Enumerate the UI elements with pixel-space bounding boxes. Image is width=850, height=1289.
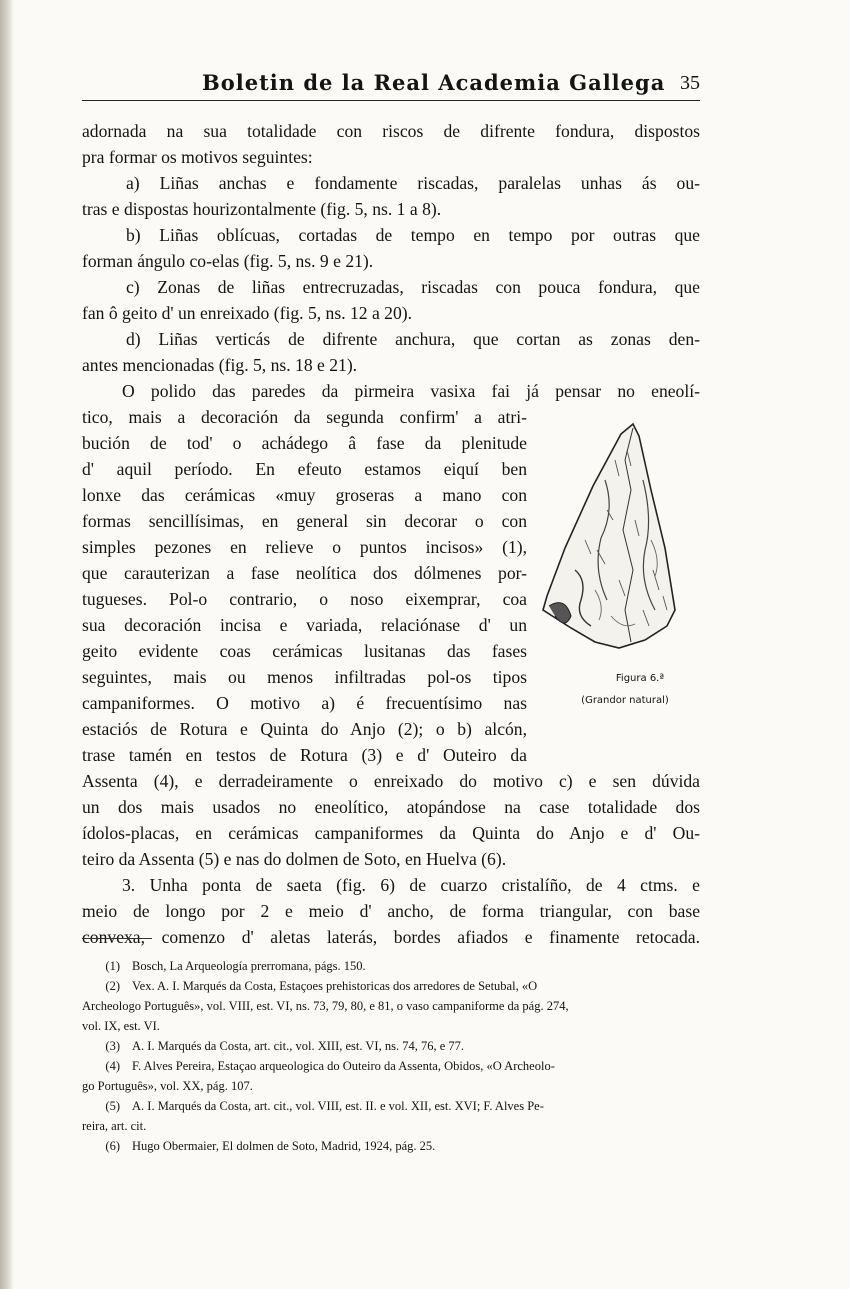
running-header	[82, 70, 700, 100]
footnote-number: (4)	[105, 1059, 120, 1073]
text-line: a) Liñas anchas e fondamente riscadas, paralelas unhas ás ou-	[126, 173, 700, 193]
text-line: estaciós de Rotura e Quinta do Anjo (2); o b) alcón,	[82, 719, 527, 739]
text-line: d' aquil período. En efeuto estamos eiquí ben	[82, 459, 527, 479]
footnote-text: Hugo Obermaier, El dolmen de Soto, Madrid, 1924, pág. 25.	[132, 1139, 436, 1153]
footnote-number: (6)	[105, 1139, 120, 1153]
footnote-text: A. I. Marqués da Costa, art. cit., vol. VIII, est. II. e vol. XII, est. XVI; F. Alves Pe-	[132, 1099, 544, 1113]
footnote	[82, 1036, 700, 1056]
text-line: O polido das paredes da pirmeira vasixa fai já pensar no eneolí-	[122, 381, 700, 401]
footnote-text: A. I. Marqués da Costa, art. cit., vol. XIII, est. VI, ns. 74, 76, e 77.	[132, 1039, 465, 1053]
footnote-number: (2)	[105, 979, 120, 993]
text-line: tras e dispostas hourizontalmente (fig. 5, ns. 1 a 8).	[82, 199, 442, 219]
text-line: campaniformes. O motivo a) é frecuentísimo nas	[82, 693, 527, 713]
text-line: d) Liñas verticás de difrente anchura, que cortan as zonas den-	[126, 329, 700, 349]
text-line: c) Zonas de liñas entrecruzadas, riscadas con pouca fondura, que	[126, 277, 700, 297]
footnote-number: (1)	[105, 959, 120, 973]
figure-label: Figura 6.ª	[615, 673, 665, 684]
text-line: pra formar os motivos seguintes:	[82, 147, 313, 167]
header-rule	[82, 100, 700, 101]
footnote-number: (5)	[105, 1099, 120, 1113]
text-line: ídolos-placas, en cerámicas campaniformes da Quinta do Anjo e d' Ou-	[82, 823, 700, 843]
footnote-continuation: go Português», vol. XX, pág. 107.	[82, 1079, 253, 1093]
footnote	[82, 1056, 700, 1076]
footnote-continuation: vol. IX, est. VI.	[82, 1019, 160, 1033]
footnote-text: Bosch, La Arqueología prerromana, págs. 150.	[132, 959, 366, 973]
text-line: convexa, comenzo d' aletas laterás, bordes afiados e finamente retocada.	[82, 927, 700, 947]
text-line: forman ángulo co-elas (fig. 5, ns. 9 e 21).	[82, 251, 374, 271]
footnotes	[82, 956, 700, 1156]
text-line: que carauterizan a fase neolítica dos dólmenes por-	[82, 563, 527, 583]
text-line: 3. Unha ponta de saeta (fig. 6) de cuarzo cristalíño, de 4 ctms. e	[122, 875, 700, 895]
text-line: meio de longo por 2 e meio d' ancho, de forma triangular, con base	[82, 901, 700, 921]
book-spine-shadow	[0, 0, 14, 1289]
footnote	[82, 976, 700, 996]
figure-caption	[565, 668, 685, 712]
arrowhead-figure	[535, 420, 685, 660]
footnote-text: Vex. A. I. Marqués da Costa, Estaçoes prehistoricas dos arredores de Setubal, «O	[132, 979, 538, 993]
text-line: lonxe das cerámicas «muy groseras a mano con	[82, 485, 527, 505]
text-line: adornada na sua totalidade con riscos de difrente fondura, dispostos	[82, 121, 700, 141]
text-line: antes mencionadas (fig. 5, ns. 18 e 21).	[82, 355, 358, 375]
figure-scale: (Grandor natural)	[581, 695, 669, 706]
text-line: b) Liñas oblícuas, cortadas de tempo en tempo por outras que	[126, 225, 700, 245]
footnote	[82, 1096, 700, 1116]
text-line: teiro da Assenta (5) e nas do dolmen de Soto, en Huelva (6).	[82, 849, 507, 869]
text-line: sua decoración incisa e variada, relaciónase d' un	[82, 615, 527, 635]
journal-title: Boletin de la Real Academia Gallega	[202, 70, 666, 95]
text-line: tugueses. Pol-o contrario, o noso eixemprar, coa	[82, 589, 527, 609]
text-line: tico, mais a decoración da segunda confirm' a atri-	[82, 407, 527, 427]
text-line: formas sencillísimas, en general sin decorar o con	[82, 511, 527, 531]
text-line: trase tamén en testos de Rotura (3) e d' Outeiro da	[82, 745, 527, 765]
footnote-continuation: Archeologo Português», vol. VIII, est. VI, ns. 73, 79, 80, e 81, o vaso campaniforme da pág. 274,	[82, 999, 569, 1013]
text-line: fan ô geito d' un enreixado (fig. 5, ns. 12 a 20).	[82, 303, 413, 323]
text-line: simples pezones en relieve o puntos incisos» (1),	[82, 537, 527, 557]
text-line: Assenta (4), e derradeiramente o enreixado do motivo c) e sen dúvida	[82, 771, 700, 791]
page-number: 35	[680, 72, 700, 94]
footnote-continuation: reira, art. cit.	[82, 1119, 147, 1133]
text-line: bución de tod' o achádego â fase da plenitude	[82, 433, 527, 453]
footnote-text: F. Alves Pereira, Estaçao arqueologica do Outeiro da Assenta, Obidos, «O Archeolo-	[132, 1059, 555, 1073]
footnote	[82, 956, 700, 976]
text-line: un dos mais usados no eneolítico, atopándose na case totalidade dos	[82, 797, 700, 817]
footnote-rule	[82, 938, 152, 939]
footnote	[82, 1136, 700, 1156]
text-line: seguintes, mais ou menos infiltradas pol-os tipos	[82, 667, 527, 687]
arrowhead-drawing	[535, 420, 685, 660]
footnote-number: (3)	[105, 1039, 120, 1053]
text-line: geito evidente coas cerámicas lusitanas das fases	[82, 641, 527, 661]
